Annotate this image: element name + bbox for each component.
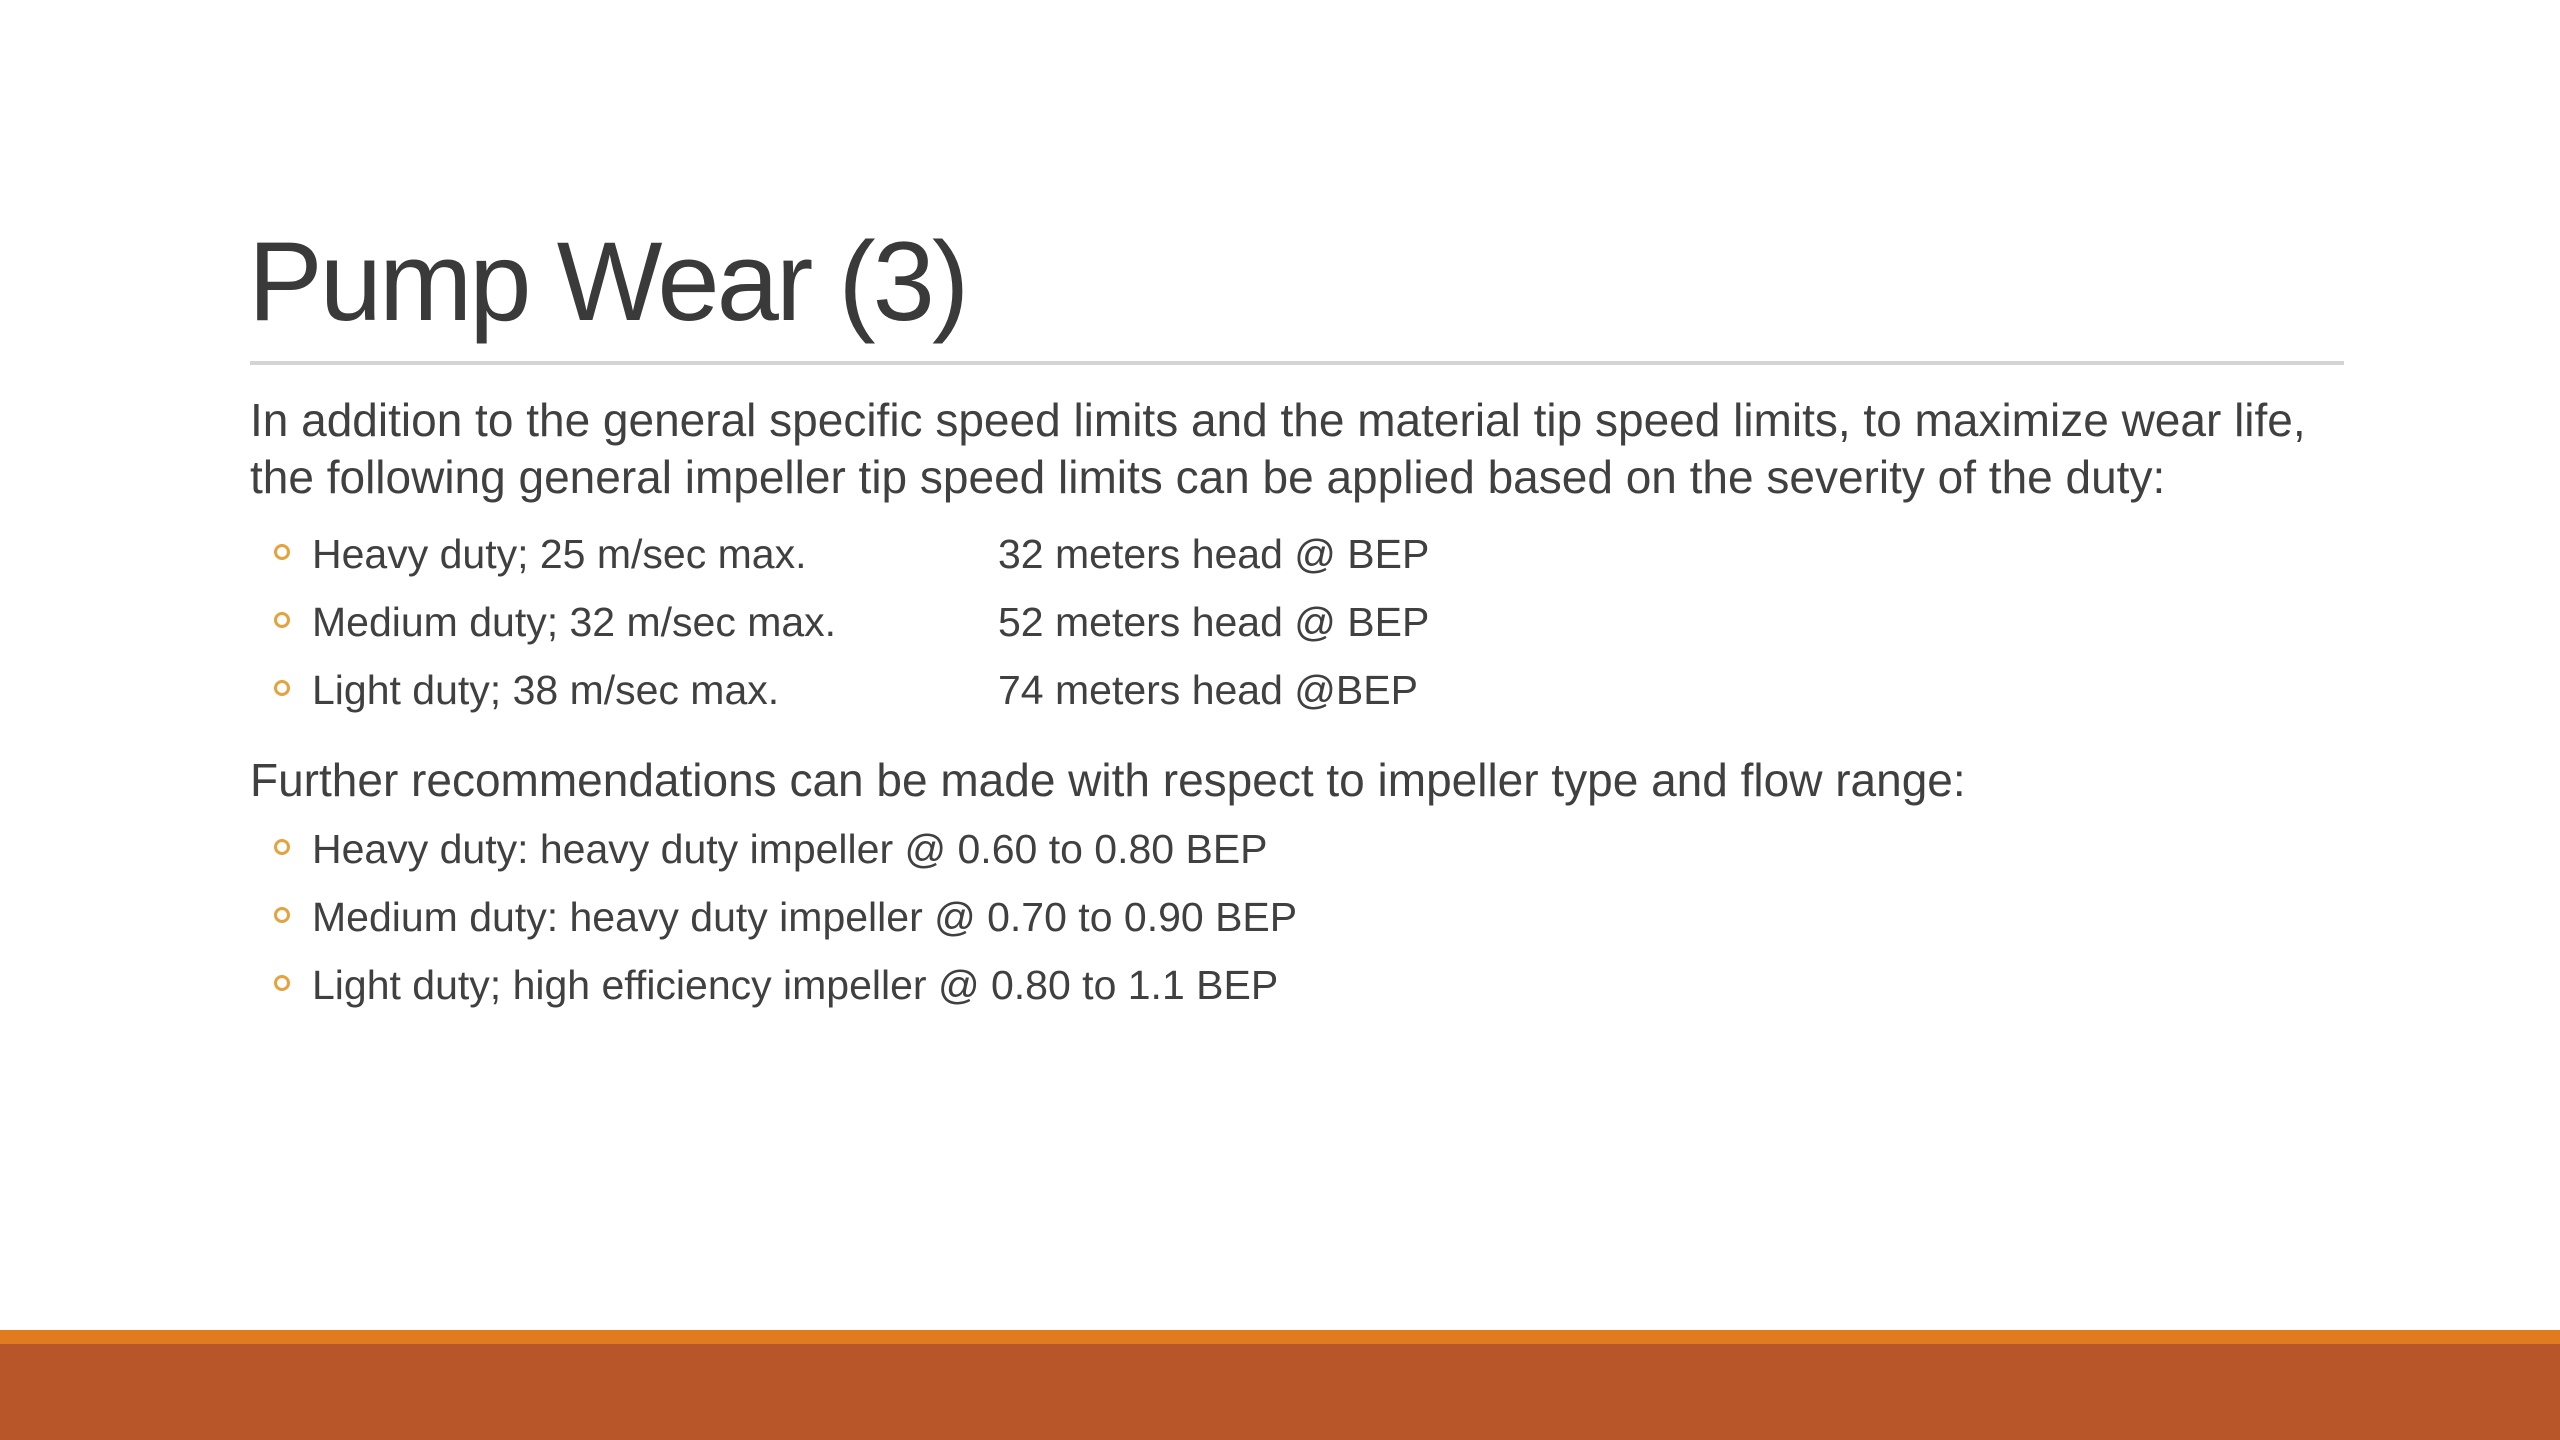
further-paragraph: Further recommendations can be made with respect to impeller type and flow range: [250,754,1966,806]
head-value: 32 meters head @ BEP [998,531,1430,577]
title-divider [250,361,2344,365]
list-item [250,520,2344,588]
list-item [250,588,2344,656]
footer-band [0,1344,2560,1440]
intro-paragraph: In addition to the general specific speed limits and the material tip speed limits, to maximize wear life, the following general impeller tip speed limits can be applied based on the severity of the duty: [250,394,2306,503]
footer-accent-stripe [0,1330,2560,1344]
list-item [250,656,2344,724]
recommendation-list [250,815,2344,1019]
list-item [250,951,2344,1019]
list-item [250,883,2344,951]
hollow-circle-bullet-icon [274,907,290,923]
slide-body [250,392,2344,1019]
duty-limit: Medium duty; 32 m/sec max. [312,599,837,645]
head-value: 52 meters head @ BEP [998,599,1430,645]
slide-title: Pump Wear (3) [248,219,967,344]
hollow-circle-bullet-icon [274,612,290,628]
duty-limit: Light duty; 38 m/sec max. [312,667,780,713]
spacer [250,724,2344,752]
head-value: 74 meters head @BEP [998,667,1418,713]
hollow-circle-bullet-icon [274,680,290,696]
hollow-circle-bullet-icon [274,975,290,991]
hollow-circle-bullet-icon [274,839,290,855]
hollow-circle-bullet-icon [274,544,290,560]
list-item [250,815,2344,883]
recommendation-text: Medium duty: heavy duty impeller @ 0.70 to 0.90 BEP [312,894,1298,940]
recommendation-text: Heavy duty: heavy duty impeller @ 0.60 to 0.80 BEP [312,826,1268,872]
tip-speed-list [250,520,2344,724]
recommendation-text: Light duty; high efficiency impeller @ 0.80 to 1.1 BEP [312,962,1279,1008]
duty-limit: Heavy duty; 25 m/sec max. [312,531,807,577]
